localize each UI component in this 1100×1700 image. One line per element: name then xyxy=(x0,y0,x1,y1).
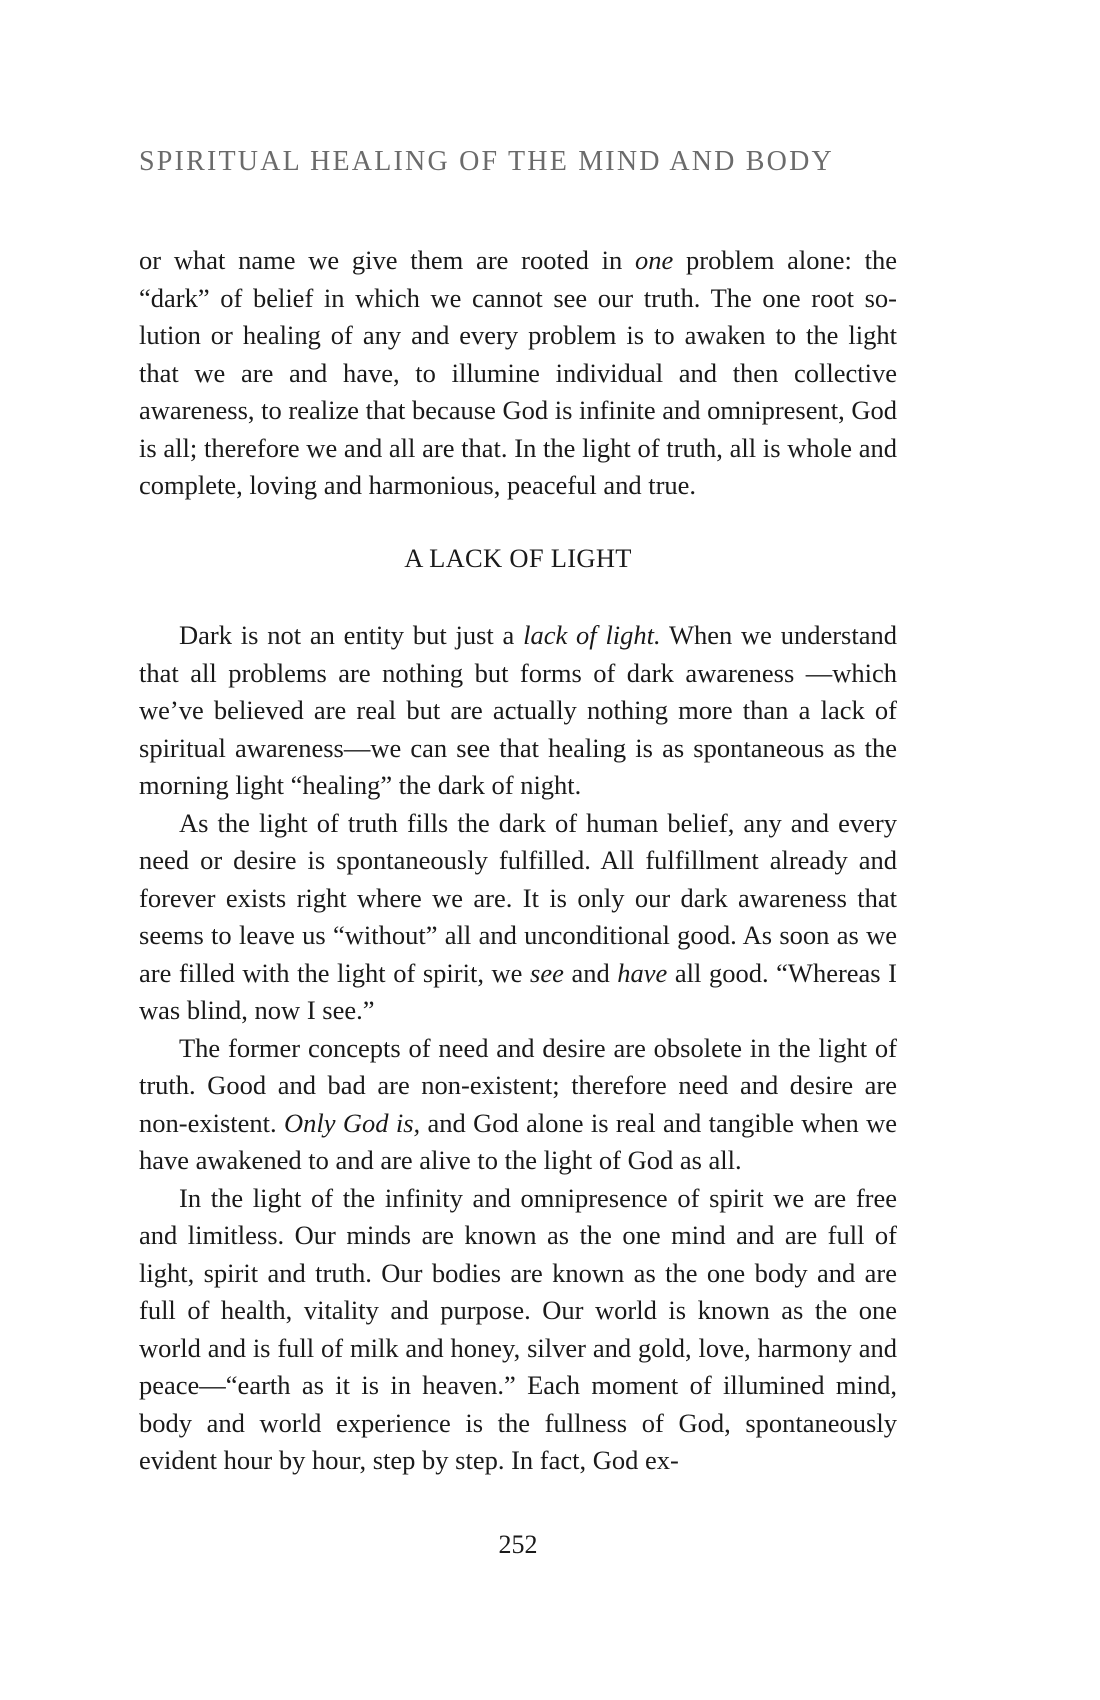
paragraph xyxy=(139,805,897,1030)
continuation-paragraph xyxy=(139,242,897,505)
paragraph xyxy=(139,1030,897,1180)
text-run: problem alone: the “dark” of belief in which we cannot see our truth. The one root solution or healing of any and every problem is to awaken to the light that we are and have, to illumine individual and then collective awareness, to realize that because God is infinite and omnipresent, God is all; therefore we and all are that. In the light of truth, all is whole and complete, loving and harmonious, peaceful and true. xyxy=(139,245,897,500)
text-run: When we understand that all problems are nothing but forms of dark awareness —which we’ve believed are real but are actually nothing more than a lack of spiritual awareness—we can see that healing is as spontaneous as the morning light “healing” the dark of night. xyxy=(139,620,897,800)
text-run: Dark is not an entity but just a xyxy=(179,620,524,650)
emphasis-text: one xyxy=(635,245,674,275)
section-heading: A LACK OF LIGHT xyxy=(404,543,632,573)
text-run: In the light of the infinity and omnipresence of spirit we are free and limitless. Our minds are known as the one mind and are full of light, spirit and truth. Our bodies are known as the one body and are full of health, vitality and purpose. Our world is known as the one world and is full of milk and honey, silver and gold, love, harmony and peace—“earth as it is in heaven.” Each moment of illumined mind, body and world experience is the fullness of God, spontaneously evident hour by hour, step by step. In fact, God ex- xyxy=(139,1182,897,1475)
text-run: and God alone is real and tangible when we have awakened to and are alive to the light of God as all. xyxy=(139,1107,897,1175)
emphasis-text: Only God is, xyxy=(283,1107,421,1138)
paragraph xyxy=(139,1180,897,1480)
text-run: all good. “Whereas I was blind, now I see.” xyxy=(139,957,898,1025)
running-head: SPIRITUAL HEALING OF THE MIND AND BODY xyxy=(139,146,834,177)
emphasis-text: have xyxy=(617,957,668,988)
page-number: 252 xyxy=(498,1530,538,1559)
text-run: The former concepts of need and desire are obsolete in the light of truth. Good and bad are non-existent; therefore need and desire are non-existent. xyxy=(139,1032,897,1138)
paragraph xyxy=(139,617,897,805)
text-run: or what name we give them are rooted in xyxy=(139,245,635,275)
emphasis-text: see xyxy=(530,957,564,988)
continuation-text xyxy=(139,242,897,505)
text-run: and xyxy=(563,957,618,988)
emphasis-text: lack of light. xyxy=(523,620,661,650)
section-body xyxy=(139,617,897,1480)
text-run: As the light of truth fills the dark of human belief, any and every need or desire is spontaneously fulfilled. All fulfillment already and forever exists right where we are. It is only our dark awareness that seems to leave us “without” all and unconditional good. As soon as we are filled with the light of spirit, we xyxy=(139,807,897,988)
